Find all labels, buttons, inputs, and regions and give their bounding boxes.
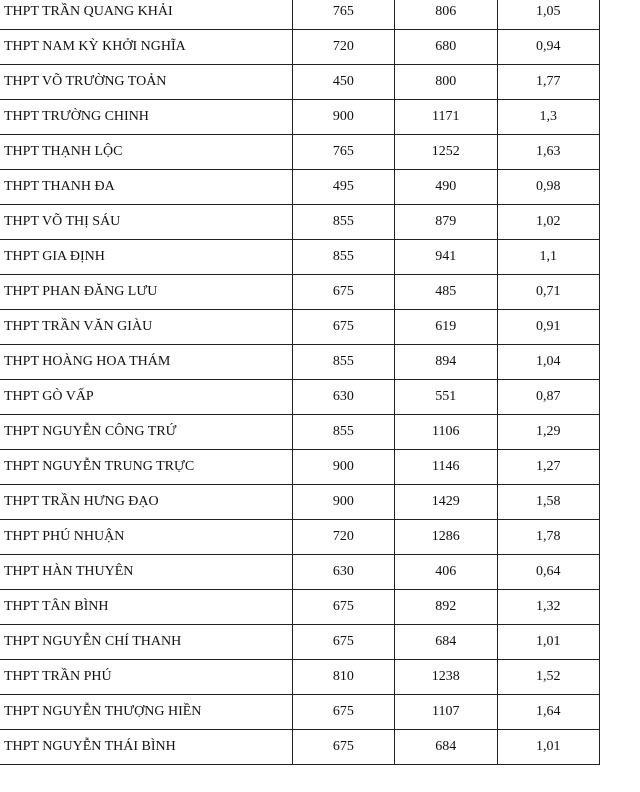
ratio-cell: 1,1: [497, 240, 599, 275]
table-row: [0, 240, 600, 275]
quota-cell: 855: [292, 205, 394, 240]
quota-cell: 675: [292, 275, 394, 310]
quota-cell: 675: [292, 695, 394, 730]
applicants-cell: 485: [395, 275, 497, 310]
school-name-cell: THPT HOÀNG HOA THÁM: [0, 345, 292, 380]
quota-cell: 630: [292, 555, 394, 590]
table-row: [0, 170, 600, 205]
school-name-cell: THPT VÕ THỊ SÁU: [0, 205, 292, 240]
ratio-cell: 1,02: [497, 205, 599, 240]
school-name-cell: THPT NAM KỲ KHỞI NGHĨA: [0, 30, 292, 65]
applicants-cell: 680: [395, 30, 497, 65]
ratio-cell: 1,78: [497, 520, 599, 555]
ratio-cell: 0,87: [497, 380, 599, 415]
quota-cell: 720: [292, 30, 394, 65]
table-row: [0, 345, 600, 380]
applicants-cell: 800: [395, 65, 497, 100]
table-row: [0, 0, 600, 30]
ratio-cell: 1,64: [497, 695, 599, 730]
quota-cell: 855: [292, 345, 394, 380]
quota-cell: 765: [292, 135, 394, 170]
quota-cell: 810: [292, 660, 394, 695]
school-name-cell: THPT TRẦN HƯNG ĐẠO: [0, 485, 292, 520]
applicants-cell: 619: [395, 310, 497, 345]
ratio-cell: 1,52: [497, 660, 599, 695]
ratio-cell: 0,94: [497, 30, 599, 65]
applicants-cell: 1106: [395, 415, 497, 450]
quota-cell: 720: [292, 520, 394, 555]
quota-cell: 675: [292, 590, 394, 625]
table-row: [0, 625, 600, 660]
quota-cell: 900: [292, 485, 394, 520]
applicants-cell: 892: [395, 590, 497, 625]
applicants-cell: 1286: [395, 520, 497, 555]
quota-cell: 855: [292, 415, 394, 450]
school-name-cell: THPT GÒ VẤP: [0, 380, 292, 415]
school-name-cell: THPT TRẦN QUANG KHẢI: [0, 0, 292, 30]
quota-cell: 675: [292, 730, 394, 765]
applicants-cell: 684: [395, 730, 497, 765]
applicants-cell: 1238: [395, 660, 497, 695]
applicants-cell: 551: [395, 380, 497, 415]
ratio-cell: 1,77: [497, 65, 599, 100]
table-row: [0, 380, 600, 415]
school-name-cell: THPT PHÚ NHUẬN: [0, 520, 292, 555]
ratio-cell: 1,58: [497, 485, 599, 520]
school-name-cell: THPT NGUYỄN THƯỢNG HIỀN: [0, 695, 292, 730]
school-name-cell: THPT TRẦN VĂN GIÀU: [0, 310, 292, 345]
school-name-cell: THPT THẠNH LỘC: [0, 135, 292, 170]
school-name-cell: THPT VÕ TRƯỜNG TOẢN: [0, 65, 292, 100]
table-row: [0, 485, 600, 520]
school-name-cell: THPT PHAN ĐĂNG LƯU: [0, 275, 292, 310]
table-row: [0, 555, 600, 590]
ratio-cell: 1,01: [497, 625, 599, 660]
school-name-cell: THPT GIA ĐỊNH: [0, 240, 292, 275]
applicants-cell: 1252: [395, 135, 497, 170]
table-row: [0, 450, 600, 485]
table-row: [0, 100, 600, 135]
school-name-cell: THPT NGUYỄN TRUNG TRỰC: [0, 450, 292, 485]
table-row: [0, 310, 600, 345]
quota-cell: 675: [292, 625, 394, 660]
ratio-cell: 0,91: [497, 310, 599, 345]
applicants-cell: 806: [395, 0, 497, 30]
applicants-cell: 1171: [395, 100, 497, 135]
ratio-cell: 1,29: [497, 415, 599, 450]
table-row: [0, 590, 600, 625]
quota-cell: 900: [292, 100, 394, 135]
school-name-cell: THPT HÀN THUYÊN: [0, 555, 292, 590]
table-row: [0, 275, 600, 310]
applicants-cell: 684: [395, 625, 497, 660]
applicants-cell: 490: [395, 170, 497, 205]
school-name-cell: THPT NGUYỄN THÁI BÌNH: [0, 730, 292, 765]
quota-cell: 450: [292, 65, 394, 100]
ratio-cell: 1,32: [497, 590, 599, 625]
applicants-cell: 1146: [395, 450, 497, 485]
quota-cell: 855: [292, 240, 394, 275]
quota-cell: 630: [292, 380, 394, 415]
table-row: [0, 730, 600, 765]
applicants-cell: 894: [395, 345, 497, 380]
ratio-cell: 0,71: [497, 275, 599, 310]
ratio-cell: 1,63: [497, 135, 599, 170]
applicants-cell: 879: [395, 205, 497, 240]
ratio-cell: 1,3: [497, 100, 599, 135]
school-name-cell: THPT NGUYỄN CHÍ THANH: [0, 625, 292, 660]
page-margin: [600, 0, 640, 792]
ratio-cell: 0,64: [497, 555, 599, 590]
school-name-cell: THPT TRẦN PHÚ: [0, 660, 292, 695]
ratio-cell: 1,27: [497, 450, 599, 485]
applicants-cell: 1429: [395, 485, 497, 520]
school-name-cell: THPT TÂN BÌNH: [0, 590, 292, 625]
school-name-cell: THPT NGUYỄN CÔNG TRỨ: [0, 415, 292, 450]
ratio-cell: 0,98: [497, 170, 599, 205]
school-name-cell: THPT TRƯỜNG CHINH: [0, 100, 292, 135]
ratio-cell: 1,04: [497, 345, 599, 380]
table-row: [0, 65, 600, 100]
quota-cell: 900: [292, 450, 394, 485]
ratio-cell: 1,05: [497, 0, 599, 30]
table-row: [0, 135, 600, 170]
applicants-cell: 406: [395, 555, 497, 590]
quota-cell: 495: [292, 170, 394, 205]
quota-cell: 675: [292, 310, 394, 345]
table-row: [0, 415, 600, 450]
applicants-cell: 941: [395, 240, 497, 275]
table-row: [0, 695, 600, 730]
table-row: [0, 30, 600, 65]
table-row: [0, 660, 600, 695]
table-row: [0, 205, 600, 240]
applicants-cell: 1107: [395, 695, 497, 730]
school-name-cell: THPT THANH ĐA: [0, 170, 292, 205]
table-row: [0, 520, 600, 555]
quota-cell: 765: [292, 0, 394, 30]
ratio-cell: 1,01: [497, 730, 599, 765]
